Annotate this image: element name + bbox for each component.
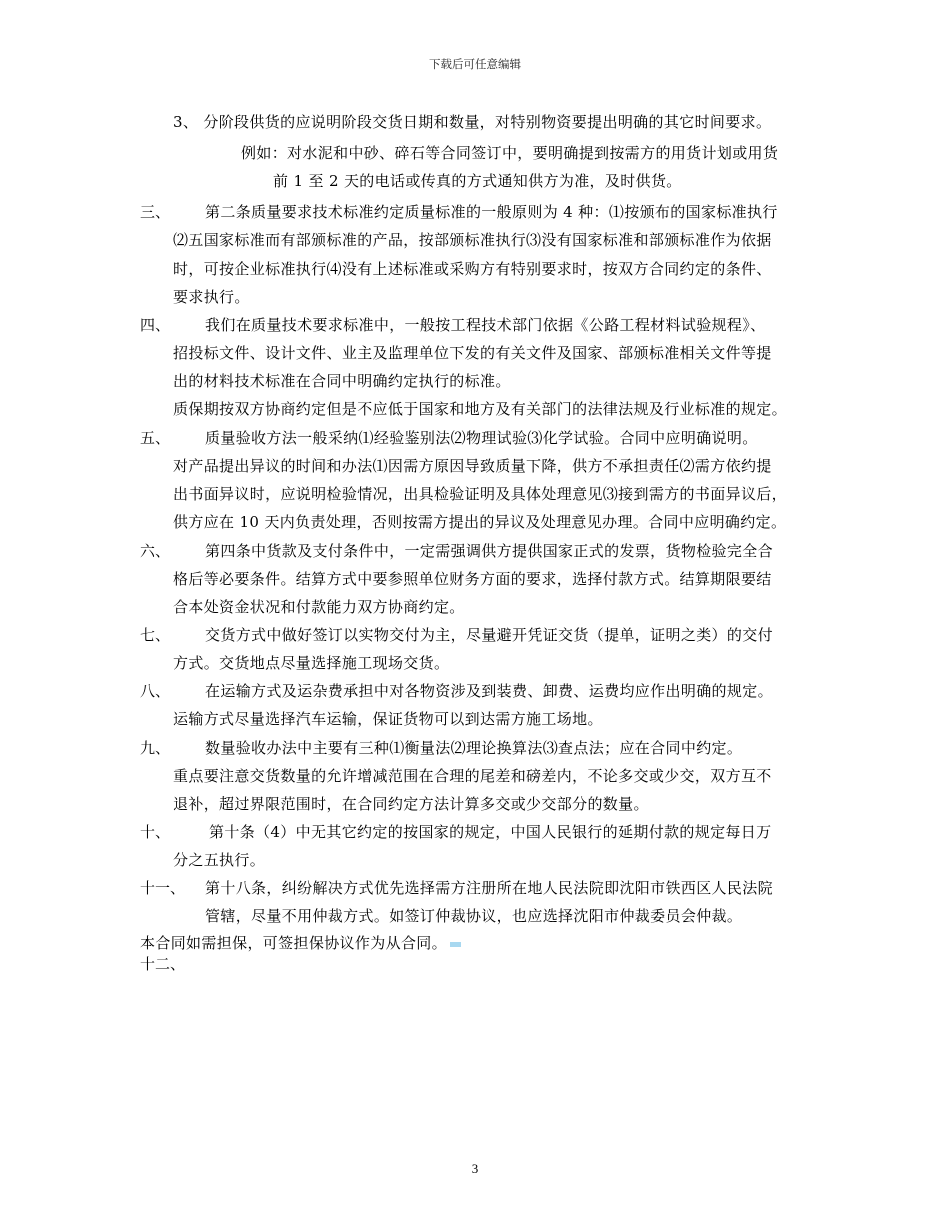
paragraph-line: 出书面异议时，应说明检验情况，出具检验证明及具体处理意见⑶接到需方的书面异议后，: [173, 485, 788, 503]
paragraph-line: ⑵五国家标准而有部颁标准的产品，按部颁标准执行⑶没有国家标准和部颁标准作为依据: [173, 231, 772, 249]
paragraph-line: 交货方式中做好签订以实物交付为主，尽量避开凭证交货（提单，证明之类）的交付: [205, 626, 773, 644]
paragraph-line: 分之五执行。: [173, 851, 266, 869]
section-marker-10: 十、: [140, 823, 171, 841]
paragraph-line: 第十条（4）中无其它约定的按国家的规定，中国人民银行的延期付款的规定每日万: [209, 823, 772, 841]
paragraph-line: 在运输方式及运杂费承担中对各物资涉及到装费、卸费、运费均应作出明确的规定。: [205, 682, 773, 700]
paragraph-line: 前 1 至 2 天的电话或传真的方式通知供方为准，及时供货。: [273, 172, 682, 190]
section-marker-12: 十二、: [140, 955, 186, 973]
page-number: 3: [471, 1161, 479, 1176]
paragraph-line: 例如：对水泥和中砂、碎石等合同签订中，要明确提到按需方的用货计划或用货: [241, 144, 779, 162]
section-marker-7: 七、: [140, 626, 171, 644]
paragraph-line: 第四条中货款及支付条件中，一定需强调供方提供国家正式的发票，货物检验完全合: [205, 542, 773, 560]
paragraph-line: 招投标文件、设计文件、业主及监理单位下发的有关文件及国家、部颁标准相关文件等提: [173, 344, 772, 362]
paragraph-line: 对产品提出异议的时间和办法⑴因需方原因导致质量下降，供方不承担责任⑵需方依约提: [173, 457, 772, 475]
paragraph-line: 运输方式尽量选择汽车运输，保证货物可以到达需方施工场地。: [173, 710, 603, 728]
paragraph-line: 我们在质量技术要求标准中，一般按工程技术部门依据《公路工程材料试验规程》、: [205, 316, 766, 334]
paragraph-line: 退补，超过界限范围时，在合同约定方法计算多交或少交部分的数量。: [173, 795, 649, 813]
paragraph-line: 时，可按企业标准执行⑷没有上述标准或采购方有特别要求时，按双方合同约定的条件、: [173, 260, 772, 278]
text-highlight-mark: [450, 942, 461, 947]
paragraph-line: 数量验收办法中主要有三种⑴衡量法⑵理论换算法⑶查点法；应在合同中约定。: [205, 739, 743, 757]
paragraph-line: 方式。交货地点尽量选择施工现场交货。: [173, 654, 450, 672]
section-marker-5: 五、: [140, 429, 171, 447]
paragraph-line: 供方应在 10 天内负责处理，否则按需方提出的异议及处理意见办理。合同中应明确约定。: [173, 513, 787, 531]
section-marker-6: 六、: [140, 542, 171, 560]
section-marker-11: 十一、: [140, 879, 186, 897]
paragraph-line: 合本处资金状况和付款能力双方协商约定。: [173, 598, 465, 616]
paragraph-text: 本合同如需担保，可签担保协议作为从合同。: [140, 934, 448, 952]
paragraph-line: 出的材料技术标准在合同中明确约定执行的标准。: [173, 372, 511, 390]
paragraph-line: 质量验收方法一般采纳⑴经验鉴别法⑵物理试验⑶化学试验。合同中应明确说明。: [205, 429, 758, 447]
paragraph-line: 质保期按双方协商约定但是不应低于国家和地方及有关部门的法律法规及行业标准的规定。: [173, 400, 788, 418]
paragraph-line-with-mark: [140, 933, 461, 953]
paragraph-line: 3、 分阶段供货的应说明阶段交货日期和数量，对特别物资要提出明确的其它时间要求。: [173, 113, 772, 131]
paragraph-line: 第十八条，纠纷解决方式优先选择需方注册所在地人民法院即沈阳市铁西区人民法院: [205, 879, 773, 897]
section-marker-9: 九、: [140, 739, 171, 757]
section-marker-3: 三、: [140, 203, 171, 221]
section-marker-8: 八、: [140, 682, 171, 700]
paragraph-line: 第二条质量要求技术标准约定质量标准的一般原则为 4 种：⑴按颁布的国家标准执行: [205, 203, 778, 221]
paragraph-line: 管辖，尽量不用仲裁方式。如签订仲裁协议，也应选择沈阳市仲裁委员会仲裁。: [205, 907, 743, 925]
paragraph-line: 格后等必要条件。结算方式中要参照单位财务方面的要求，选择付款方式。结算期限要结: [173, 570, 772, 588]
paragraph-line: 重点要注意交货数量的允许增减范围在合理的尾差和磅差内，不论多交或少交，双方互不: [173, 767, 772, 785]
paragraph-line: 要求执行。: [173, 288, 250, 306]
page-header: 下载后可任意编辑: [429, 57, 521, 71]
section-marker-4: 四、: [140, 316, 171, 334]
